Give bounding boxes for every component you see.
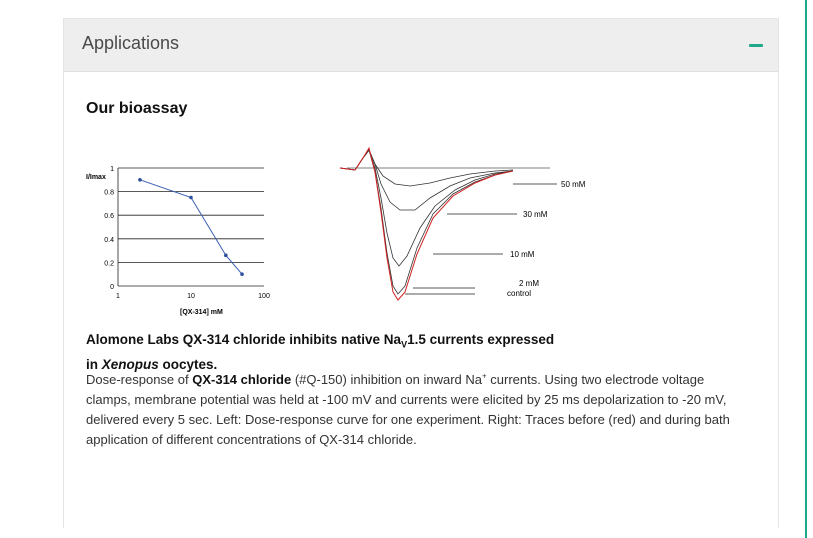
x-tick-label: 1: [116, 293, 120, 300]
collapse-button[interactable]: [746, 35, 766, 55]
caption-title-text: Alomone Labs QX-314 chloride inhibits native Na: [86, 332, 402, 347]
data-point: [224, 254, 228, 258]
label-control: control: [507, 289, 532, 298]
trace-labels: [405, 180, 586, 298]
dose-response-xlabel: [QX-314] mM: [180, 309, 223, 316]
panel-title: Applications: [82, 33, 180, 53]
trace-control: [340, 148, 513, 300]
label-2mm: 2 mM: [519, 279, 539, 288]
y-tick-label: 0.8: [104, 189, 114, 197]
panel-header[interactable]: [64, 19, 778, 72]
dose-response-line: [140, 180, 242, 274]
section-heading: Our bioassay: [86, 100, 188, 117]
caption-body-superscript: +: [482, 371, 487, 381]
dose-response-ylabel: I/Imax: [86, 174, 106, 181]
label-10mm: 10 mM: [510, 250, 535, 259]
caption-body-text-3: currents. Using two electrode voltage clamps, membrane potential was held at -100 mV and currents were elicited by 25 ms depolarization to -20 mV, delivered every 5 sec. Left: Dose-response curve for one experiment. Right: Traces before (red) and during bath application of different concentrations of QX-314 chloride.: [86, 372, 730, 447]
y-tick-label: 0.2: [104, 260, 114, 268]
x-tick-label: 10: [187, 293, 195, 300]
caption-body-text: Dose-response of: [86, 372, 193, 387]
figure-caption-title: [86, 330, 746, 375]
dose-response-gridlines: [118, 168, 264, 286]
figure-caption-body: [86, 370, 746, 450]
caption-title-subscript: V: [401, 339, 408, 350]
caption-title-text-2: 1.5 currents expressed: [407, 332, 555, 347]
caption-title-italic: Xenopus: [101, 356, 159, 372]
y-tick-label: 0.4: [104, 236, 114, 244]
dose-response-points: [138, 178, 244, 276]
dose-response-x-ticks: [116, 293, 270, 300]
current-traces-figure: [335, 128, 635, 313]
dose-response-y-ticks: [104, 166, 114, 291]
caption-title-text-3: in: [86, 356, 102, 372]
data-point: [189, 196, 193, 200]
y-tick-label: 0: [110, 284, 114, 291]
data-point: [138, 178, 142, 182]
page-right-border: [805, 0, 807, 538]
trace-10mm: [340, 150, 513, 266]
caption-body-bold: QX-314 chloride: [192, 372, 292, 387]
data-point: [240, 272, 244, 276]
y-tick-label: 0.6: [104, 213, 114, 221]
label-30mm: 30 mM: [523, 210, 548, 219]
trace-30mm: [340, 150, 513, 210]
y-tick-label: 1: [110, 166, 114, 173]
label-50mm: 50 mM: [561, 180, 586, 189]
caption-body-text-2: (#Q-150) inhibition on inward Na: [291, 372, 482, 387]
x-tick-label: 100: [258, 293, 270, 300]
caption-title-text-4: oocytes.: [158, 356, 218, 372]
dose-response-chart: [80, 152, 280, 332]
minus-icon: [749, 44, 763, 47]
